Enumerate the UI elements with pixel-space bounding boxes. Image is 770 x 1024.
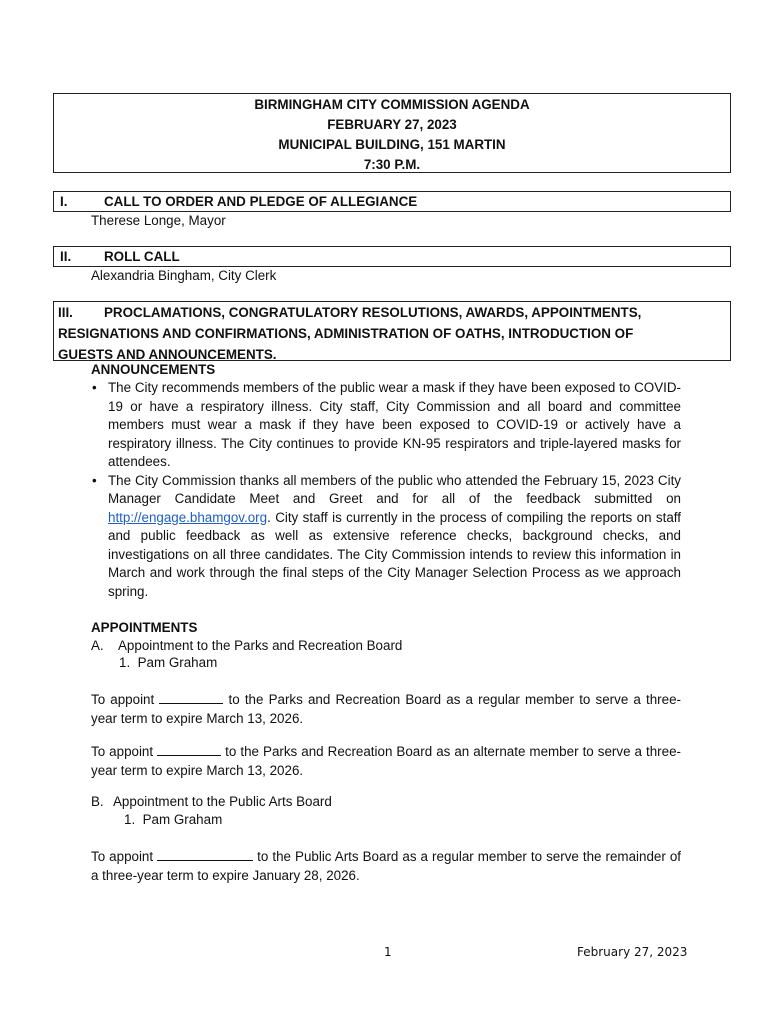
section-title-line3: GUESTS AND ANNOUNCEMENTS.: [58, 347, 277, 362]
section-title: ROLL CALL: [104, 249, 180, 264]
announcements-heading: ANNOUNCEMENTS: [91, 362, 216, 377]
section-number: III.: [58, 305, 73, 320]
section-2-heading: [53, 246, 731, 267]
appointment-a: [91, 638, 403, 653]
bullet-icon: •: [92, 472, 97, 488]
section-title: CALL TO ORDER AND PLEDGE OF ALLEGIANCE: [104, 194, 418, 209]
section-title-line1: PROCLAMATIONS, CONGRATULATORY RESOLUTIONS, AWARDS, APPOINTMENTS,: [104, 305, 642, 320]
section-1-presenter: Therese Longe, Mayor: [91, 213, 226, 228]
appointment-b: [91, 794, 332, 809]
announcement-text: The City recommends members of the public wear a mask if they have been exposed to COVID-19 or have a respiratory illness. City staff, City Commission and all board and committee members must wear a mask if they have been exposed to COVID-19 or actively have a respiratory illness. The City continues to provide KN-95 respirators and triple-layered masks for attendees.: [108, 380, 681, 469]
appointments-heading: APPOINTMENTS: [91, 620, 198, 635]
bullet-icon: •: [92, 380, 97, 395]
name-blank: [159, 691, 223, 704]
section-1-heading: [53, 191, 731, 212]
appointment-a-nominee: 1. Pam Graham: [119, 655, 218, 670]
section-2-presenter: Alexandria Bingham, City Clerk: [91, 268, 277, 283]
appointment-b-motion: [91, 847, 681, 885]
announcement-text-end: . City staff is currently in the process of compiling the reports on staff and public feedback as well as extensive reference checks, background checks, and investigations on all three candidates. The City Commission intends to review this information in March and work through the final steps of the City Manager Selection Process as we approach spring.: [108, 509, 681, 599]
appointment-b-title: Appointment to the Public Arts Board: [113, 794, 332, 809]
section-number: I.: [60, 194, 68, 209]
motion-text: To appoint: [91, 744, 158, 759]
appointment-a-label: A.: [91, 638, 104, 653]
section-3-heading: [53, 301, 731, 361]
footer-date: February 27, 2023: [577, 945, 688, 959]
header-time: 7:30 P.M.: [363, 157, 421, 172]
appointment-a-motion-regular: [91, 690, 681, 728]
appointment-a-motion-alternate: [91, 742, 681, 780]
list-item: [91, 379, 681, 472]
header-title: BIRMINGHAM CITY COMMISSION AGENDA: [254, 97, 530, 112]
motion-text: to the Parks and Recreation Board as an alternate member to serve a three-year term to expire March 13, 2026.: [91, 744, 681, 778]
list-item: [91, 472, 681, 602]
section-title-line2: RESIGNATIONS AND CONFIRMATIONS, ADMINISTRATION OF OATHS, INTRODUCTION OF: [58, 326, 634, 341]
header-date: FEBRUARY 27, 2023: [327, 117, 457, 132]
motion-text: To appoint: [91, 849, 158, 864]
motion-text: to the Parks and Recreation Board as a regular member to serve a three-year term to expire March 13, 2026.: [91, 692, 681, 726]
name-blank: [157, 743, 221, 756]
appointment-b-nominee: 1. Pam Graham: [124, 812, 223, 827]
agenda-header: [53, 93, 731, 173]
announcement-text-start: The City Commission thanks all members of the public who attended the February 15, 2023 City Manager Candidate Meet and Greet and for all of the feedback submitted on: [108, 472, 681, 506]
motion-text: To appoint: [91, 692, 160, 707]
page-number: 1: [384, 945, 392, 959]
header-location: MUNICIPAL BUILDING, 151 MARTIN: [278, 137, 506, 152]
section-number: II.: [60, 249, 72, 264]
motion-text: to the Public Arts Board as a regular member to serve the remainder of a three-year term to expire January 28, 2026.: [91, 849, 681, 883]
engage-link[interactable]: http://engage.bhamgov.org: [108, 509, 268, 525]
appointment-a-title: Appointment to the Parks and Recreation Board: [118, 638, 403, 653]
name-blank: [157, 848, 253, 861]
announcements-list: [91, 379, 681, 601]
appointment-b-label: B.: [91, 794, 104, 809]
